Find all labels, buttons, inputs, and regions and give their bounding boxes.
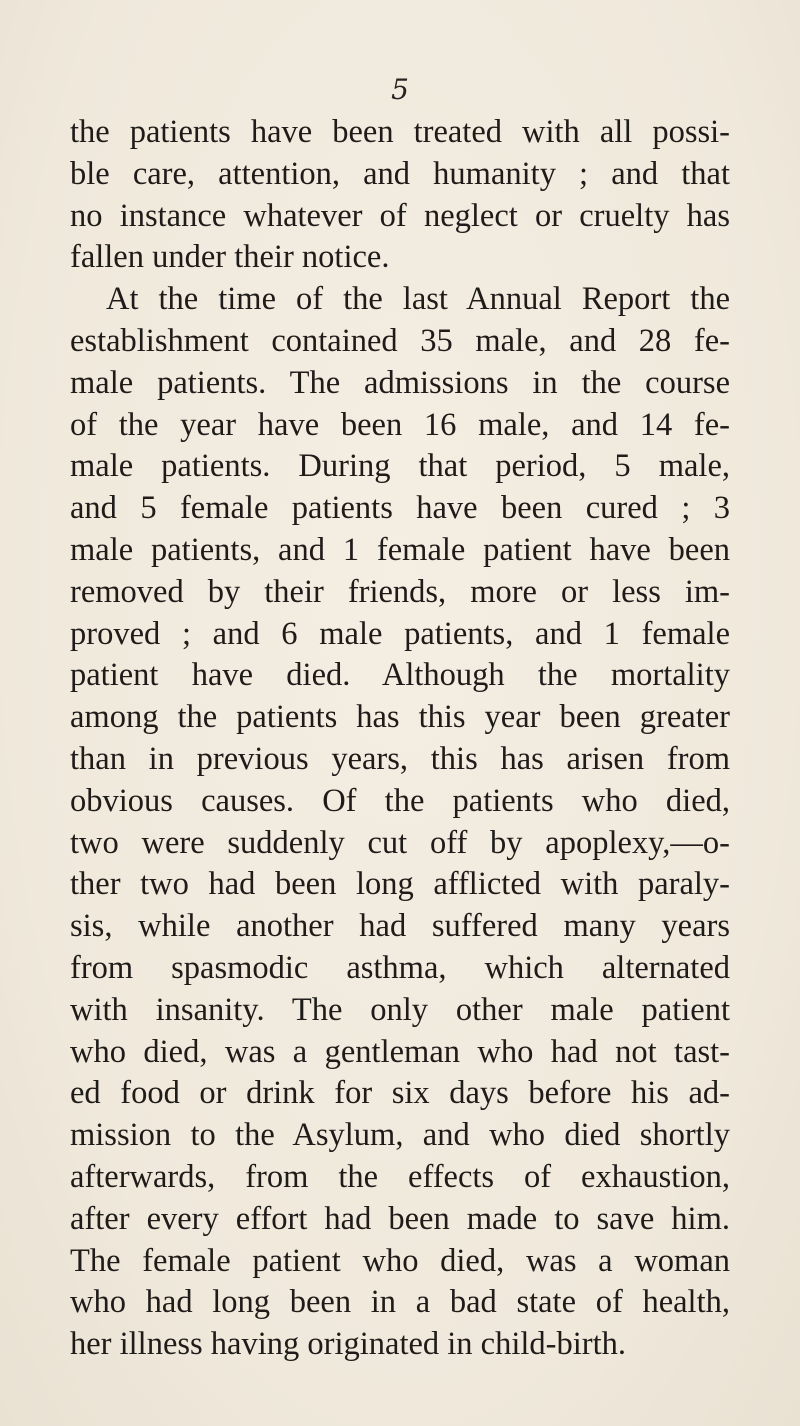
text-line: sis, while another had suffered many years <box>70 908 730 945</box>
text-line: obvious causes. Of the patients who died, <box>70 782 730 819</box>
text-line: ther two had been long afflicted with paraly- <box>70 866 730 903</box>
text-line: than in previous years, this has arisen from <box>70 740 730 777</box>
text-line: ed food or drink for six days before his ad- <box>70 1075 730 1112</box>
text-line: fallen under their notice. <box>70 239 390 276</box>
text-line: who died, was a gentleman who had not tast- <box>70 1033 730 1070</box>
page-number: 5 <box>391 73 409 106</box>
text-line: male patients. The admissions in the course <box>70 364 730 401</box>
text-line: At the time of the last Annual Report the <box>106 281 730 318</box>
text-line: of the year have been 16 male, and 14 fe- <box>70 406 730 443</box>
text-line: with insanity. The only other male patient <box>70 991 730 1028</box>
text-line: from spasmodic asthma, which alternated <box>70 949 730 986</box>
text-line: two were suddenly cut off by apoplexy,—o- <box>70 824 730 861</box>
body-text <box>70 112 730 1366</box>
text-line: the patients have been treated with all possi- <box>70 114 730 150</box>
text-line: afterwards, from the effects of exhaustion, <box>70 1158 730 1195</box>
text-line: and 5 female patients have been cured ; 3 <box>70 490 730 527</box>
text-line: patient have died. Although the mortality <box>70 657 730 694</box>
text-line: who had long been in a bad state of health, <box>70 1284 730 1321</box>
text-line: removed by their friends, more or less im- <box>70 573 730 610</box>
text-line: male patients, and 1 female patient have been <box>70 531 730 568</box>
text-line: ble care, attention, and humanity ; and that <box>70 155 730 192</box>
text-line: The female patient who died, was a woman <box>70 1242 730 1279</box>
text-line: mission to the Asylum, and who died shortly <box>70 1117 730 1154</box>
text-line: establishment contained 35 male, and 28 fe- <box>70 322 730 359</box>
text-line: among the patients has this year been greater <box>70 699 730 736</box>
text-line: proved ; and 6 male patients, and 1 female <box>70 615 730 652</box>
text-line: male patients. During that period, 5 male, <box>70 448 730 485</box>
text-line: no instance whatever of neglect or cruelty has <box>70 197 730 234</box>
text-line: after every effort had been made to save him. <box>70 1200 730 1237</box>
text-line: her illness having originated in child-birth. <box>70 1326 626 1363</box>
